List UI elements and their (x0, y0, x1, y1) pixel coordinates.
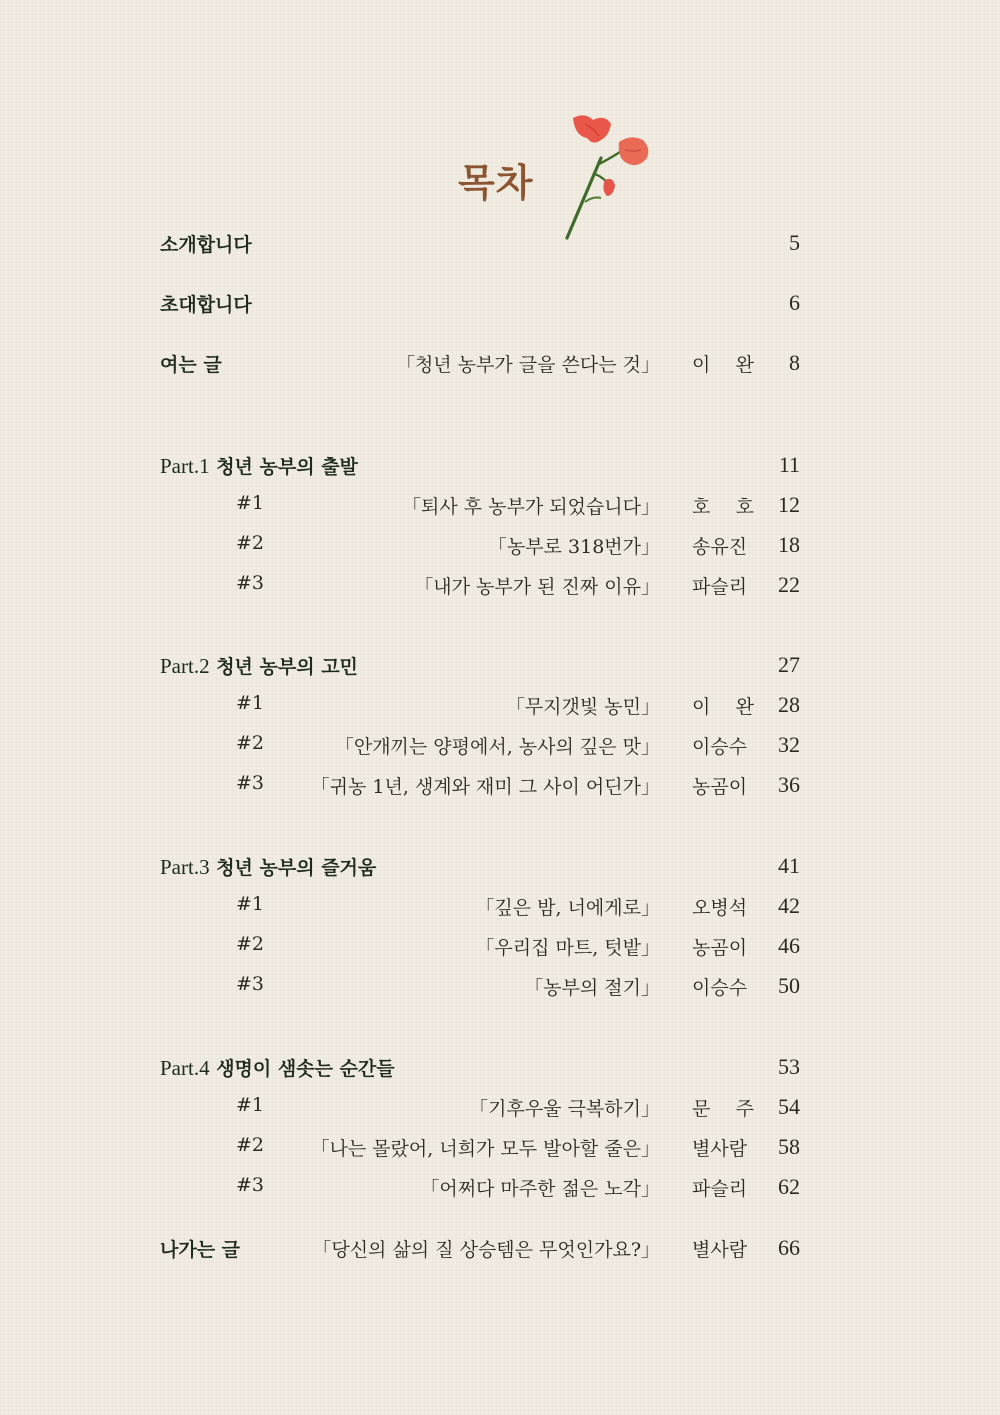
toc-entry-author: 이 완 (692, 354, 754, 376)
toc-entry-number: #1 (236, 492, 265, 514)
toc-entry-title: 「농부로 318번가」 (487, 536, 660, 558)
toc-opening-row[interactable] (160, 350, 800, 382)
toc-entry-number: #3 (236, 1174, 265, 1196)
toc-entry-author: 파슬리 (692, 576, 748, 598)
toc-entry-number: #2 (236, 732, 265, 754)
toc-entry-author: 이승수 (692, 977, 748, 999)
toc-page-number: 28 (778, 692, 800, 717)
toc-page-number: 53 (778, 1054, 800, 1079)
toc-page-number: 12 (778, 492, 800, 517)
toc-entry-row[interactable] (160, 492, 800, 524)
toc-page-number: 5 (789, 230, 800, 255)
toc-part-row[interactable] (160, 452, 800, 484)
toc-entry-author: 별사람 (692, 1138, 748, 1160)
toc-entry-row[interactable] (160, 1094, 800, 1126)
toc-part-row[interactable] (160, 1054, 800, 1086)
toc-entry-title: 「청년 농부가 글을 쓴다는 것」 (395, 354, 660, 376)
toc-page-number: 66 (778, 1235, 800, 1260)
toc-part-label: Part.2 (160, 654, 210, 678)
toc-entry-number: #3 (236, 973, 265, 995)
toc-entry-author: 송유진 (692, 536, 748, 558)
toc-entry-row[interactable] (160, 532, 800, 564)
toc-entry-author: 농곰이 (692, 776, 748, 798)
toc-closing-row[interactable] (160, 1235, 800, 1267)
toc-entry-title: 「내가 농부가 된 진짜 이유」 (414, 576, 660, 598)
toc-part-heading (160, 1054, 395, 1081)
toc-entry-number: #1 (236, 1094, 265, 1116)
toc-part-heading (160, 853, 376, 880)
toc-page-number: 6 (789, 290, 800, 315)
toc-part-heading (160, 652, 358, 679)
toc-part-row[interactable] (160, 652, 800, 684)
toc-entry-title: 「나는 몰랐어, 너희가 모두 발아할 줄은」 (310, 1138, 660, 1160)
toc-entry-row[interactable] (160, 692, 800, 724)
toc-heading: 초대합니다 (160, 294, 252, 316)
toc-page-number: 18 (778, 532, 800, 557)
page-title: 목차 (458, 161, 534, 205)
toc-entry-author: 호 호 (692, 496, 754, 518)
toc-page-number: 11 (778, 452, 800, 477)
toc-entry-title: 「어쩌다 마주한 젊은 노각」 (420, 1178, 660, 1200)
flower-icon (555, 110, 665, 245)
toc-entry-row[interactable] (160, 572, 800, 604)
toc-part-title: 청년 농부의 고민 (216, 656, 358, 678)
toc-entry-title: 「퇴사 후 농부가 되었습니다」 (401, 496, 660, 518)
toc-entry-number: #3 (236, 772, 265, 794)
toc-heading: 소개합니다 (160, 234, 252, 256)
toc-part-label: Part.3 (160, 855, 210, 879)
toc-page-number: 32 (778, 732, 800, 757)
toc-part-row[interactable] (160, 853, 800, 885)
toc-part-title: 생명이 샘솟는 순간들 (216, 1058, 395, 1080)
toc-entry-row[interactable] (160, 1134, 800, 1166)
toc-entry-row[interactable] (160, 973, 800, 1005)
toc-entry-row[interactable] (160, 732, 800, 764)
toc-page-number: 22 (778, 572, 800, 597)
toc-entry-title: 「안개끼는 양평에서, 농사의 깊은 맛」 (334, 736, 660, 758)
toc-entry-title: 「깊은 밤, 너에게로」 (475, 897, 660, 919)
toc-entry-row[interactable] (160, 933, 800, 965)
toc-entry-title: 「기후우울 극복하기」 (469, 1098, 660, 1120)
toc-heading: 나가는 글 (160, 1239, 241, 1261)
toc-part-title: 청년 농부의 출발 (216, 456, 358, 478)
toc-entry-title: 「당신의 삶의 질 상승템은 무엇인가요?」 (312, 1239, 660, 1261)
toc-invite-row[interactable] (160, 290, 800, 322)
toc-intro-row[interactable] (160, 230, 800, 262)
toc-entry-number: #2 (236, 933, 265, 955)
toc-entry-title: 「귀농 1년, 생계와 재미 그 사이 어딘가」 (310, 776, 660, 798)
toc-page-number: 41 (778, 853, 800, 878)
toc-entry-number: #1 (236, 893, 265, 915)
toc-page-number: 62 (778, 1174, 800, 1199)
toc-heading: 여는 글 (160, 354, 222, 376)
toc-entry-row[interactable] (160, 772, 800, 804)
toc-part-label: Part.1 (160, 454, 210, 478)
toc-page-number: 46 (778, 933, 800, 958)
toc-page-number: 8 (789, 350, 800, 375)
toc-page-number: 50 (778, 973, 800, 998)
toc-entry-author: 별사람 (692, 1239, 748, 1261)
toc-entry-number: #2 (236, 1134, 265, 1156)
toc-entry-number: #3 (236, 572, 265, 594)
toc-entry-author: 오병석 (692, 897, 748, 919)
toc-entry-title: 「농부의 절기」 (524, 977, 660, 999)
toc-part-title: 청년 농부의 즐거움 (216, 857, 377, 879)
toc-page-number: 36 (778, 772, 800, 797)
toc-entry-author: 문 주 (692, 1098, 754, 1120)
toc-entry-number: #2 (236, 532, 265, 554)
toc-entry-author: 농곰이 (692, 937, 748, 959)
toc-entry-row[interactable] (160, 1174, 800, 1206)
toc-entry-number: #1 (236, 692, 265, 714)
toc-page-number: 58 (778, 1134, 800, 1159)
toc-part-heading (160, 452, 358, 479)
toc-entry-author: 파슬리 (692, 1178, 748, 1200)
toc-part-label: Part.4 (160, 1056, 210, 1080)
toc-entry-author: 이승수 (692, 736, 748, 758)
toc-page-number: 54 (778, 1094, 800, 1119)
toc-entry-author: 이 완 (692, 696, 754, 718)
toc-page-number: 42 (778, 893, 800, 918)
toc-entry-title: 「무지갯빛 농민」 (505, 696, 660, 718)
toc-page-number: 27 (778, 652, 800, 677)
toc-entry-title: 「우리집 마트, 텃밭」 (475, 937, 660, 959)
toc-entry-row[interactable] (160, 893, 800, 925)
